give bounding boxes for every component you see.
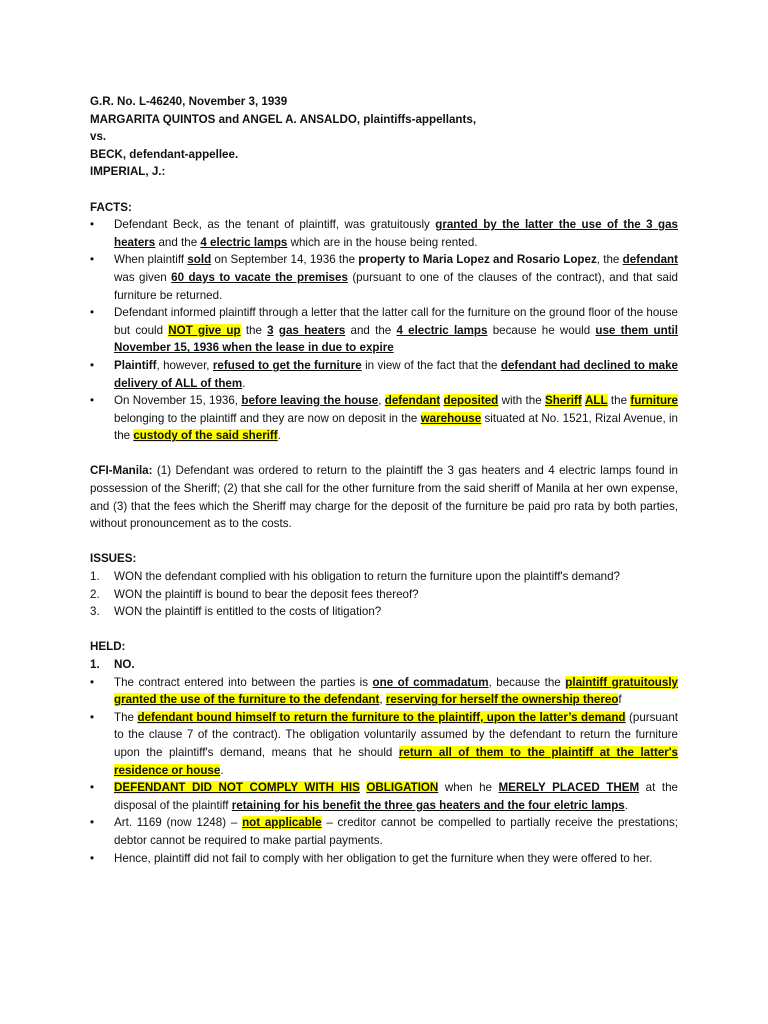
bullet-icon: • bbox=[90, 218, 95, 232]
text-segment: and the bbox=[155, 235, 201, 249]
facts-list bbox=[90, 216, 678, 445]
text-segment: one of commadatum bbox=[372, 675, 489, 689]
bullet-icon: • bbox=[90, 358, 95, 372]
highlighted-text: OBLIGATION bbox=[366, 781, 439, 795]
text-segment: situated at No. 1521, Rizal Avenue, in the bbox=[114, 411, 678, 443]
bullet-icon: • bbox=[90, 710, 95, 724]
text-segment: 60 days to vacate the premises bbox=[171, 270, 348, 284]
bullet-item bbox=[90, 779, 678, 814]
text-segment: The contract entered into between the parties is bbox=[114, 675, 373, 689]
text-segment: , bbox=[379, 693, 386, 707]
text-segment: . bbox=[624, 798, 628, 812]
highlighted-text: plaintiff gratuitously granted the use of the furniture to the defendant bbox=[114, 675, 679, 707]
highlighted-text: Sheriff bbox=[544, 394, 582, 408]
cfi-ruling bbox=[90, 462, 678, 532]
case-number: G.R. No. L-46240, November 3, 1939 bbox=[90, 95, 288, 108]
held-list bbox=[90, 674, 678, 868]
highlighted-text: custody of the said sheriff bbox=[133, 429, 278, 443]
bullet-icon: • bbox=[90, 816, 95, 830]
issue-number: 3. bbox=[90, 605, 100, 619]
text-segment: defendant bbox=[622, 253, 679, 267]
issue-item bbox=[90, 586, 678, 604]
text-segment: (pursuant to the clause 7 of the contract). The obligation voluntarily assumed by the defendant to return the furniture upon the plaintiff's demand, means that he should bbox=[114, 710, 678, 759]
case-ponente: IMPERIAL, J.: bbox=[90, 165, 166, 179]
issue-number: 2. bbox=[90, 587, 100, 601]
bullet-icon: • bbox=[90, 675, 95, 689]
issue-text: WON the plaintiff is bound to bear the deposit fees thereof? bbox=[114, 587, 419, 601]
bullet-icon: • bbox=[90, 851, 95, 865]
bullet-item bbox=[90, 304, 678, 357]
text-segment: , bbox=[378, 394, 385, 408]
bullet-icon: • bbox=[90, 306, 95, 320]
text-segment: – creditor cannot be compelled to partially receive the prestations; debtor cannot be required to make partial payments. bbox=[114, 816, 678, 847]
highlighted-text: defendant bound himself to return the furniture to the plaintiff, upon the latter’s demand bbox=[137, 710, 626, 724]
issue-item bbox=[90, 603, 678, 621]
highlighted-text: NOT give up bbox=[168, 323, 241, 337]
highlighted-text: reserving for herself the ownership thereo bbox=[385, 693, 619, 707]
bullet-item bbox=[90, 216, 678, 251]
text-segment: gas heaters bbox=[278, 323, 346, 337]
text-segment: Hence, plaintiff did not fail to comply with her obligation to get the furniture when they were offered to her. bbox=[114, 851, 653, 865]
text-segment: . bbox=[277, 429, 281, 443]
text-segment: granted by the latter the use of the 3 gas heaters bbox=[114, 218, 678, 249]
held-answer-text: NO. bbox=[114, 658, 135, 671]
bullet-item bbox=[90, 392, 678, 445]
held-heading: HELD: bbox=[90, 640, 126, 654]
text-segment: The bbox=[114, 710, 138, 724]
facts-heading: FACTS: bbox=[90, 200, 132, 214]
text-segment: property to Maria Lopez and Rosario Lopez bbox=[358, 253, 597, 267]
cfi-label: CFI-Manila: bbox=[90, 464, 153, 478]
text-segment: . bbox=[242, 376, 246, 390]
text-segment: the bbox=[240, 323, 268, 337]
bullet-item bbox=[90, 709, 678, 779]
bullet-icon: • bbox=[90, 781, 95, 795]
cfi-text: (1) Defendant was ordered to return to the plaintiff the 3 gas heaters and 4 electric lamps found in possession of the Sheriff; (2) that she call for the other furniture from the said sheriff of Manila at her own expense, and (3) that the fees which the Sheriff may charge for the deposit of the furniture be paid pro rata by both parties, without pronouncement as to the costs. bbox=[90, 464, 678, 531]
text-segment: at the disposal of the plaintiff bbox=[114, 781, 678, 812]
text-segment: f bbox=[618, 693, 622, 707]
text-segment: On November 15, 1936, bbox=[114, 394, 242, 408]
issue-text: WON the plaintiff is entitled to the costs of litigation? bbox=[114, 605, 382, 619]
text-segment: (pursuant to one of the clauses of the contract), and that said furniture be returned. bbox=[114, 270, 678, 302]
bullet-item bbox=[90, 251, 678, 304]
text-segment: , because the bbox=[488, 675, 566, 689]
text-segment: and the bbox=[345, 323, 397, 337]
highlighted-text: ALL bbox=[585, 394, 608, 408]
text-segment: because he would bbox=[487, 323, 596, 337]
bullet-item bbox=[90, 850, 678, 868]
text-segment: which are in the house being rented. bbox=[287, 235, 478, 249]
issues-heading: ISSUES: bbox=[90, 552, 137, 566]
highlighted-text: furniture bbox=[630, 394, 679, 408]
case-parties: MARGARITA QUINTOS and ANGEL A. ANSALDO, plaintiffs-appellants, bbox=[90, 112, 477, 126]
text-segment: 3 bbox=[267, 323, 274, 337]
issue-number: 1. bbox=[90, 570, 100, 584]
highlighted-text: return all of them to the plaintiff at the latter's residence or house bbox=[114, 745, 679, 777]
text-segment: , however, bbox=[156, 358, 213, 372]
highlighted-text: warehouse bbox=[420, 411, 482, 425]
text-segment: before leaving the house bbox=[241, 394, 379, 408]
issue-text: WON the defendant complied with his obligation to return the furniture upon the plaintiff's demand? bbox=[114, 570, 620, 584]
text-segment: Defendant Beck, as the tenant of plaintiff, was gratuitously bbox=[114, 218, 436, 232]
bullet-icon: • bbox=[90, 394, 95, 408]
text-segment: belonging to the plaintiff and they are now on deposit in the bbox=[114, 411, 421, 425]
text-segment: . bbox=[220, 763, 224, 777]
text-segment: 4 electric lamps bbox=[200, 235, 288, 249]
bullet-item bbox=[90, 357, 678, 392]
text-segment: the bbox=[607, 394, 631, 408]
case-defendant: BECK, defendant-appellee. bbox=[90, 147, 239, 161]
highlighted-text: DEFENDANT DID NOT COMPLY WITH HIS bbox=[114, 781, 360, 795]
text-segment: Art. 1169 (now 1248) – bbox=[114, 816, 243, 830]
text-segment: defendant had declined to make delivery of ALL of them bbox=[114, 358, 678, 390]
text-segment: retaining for his benefit the three gas heaters and the four eletric lamps bbox=[231, 798, 625, 812]
highlighted-text: deposited bbox=[443, 394, 499, 408]
highlighted-text: defendant bbox=[384, 394, 441, 408]
highlighted-text: not applicable bbox=[242, 816, 322, 830]
text-segment: , the bbox=[596, 253, 623, 267]
text-segment: refused to get the furniture bbox=[212, 358, 362, 372]
text-segment: 4 electric lamps bbox=[396, 323, 488, 337]
text-segment: in view of the fact that the bbox=[361, 358, 501, 372]
text-segment: When plaintiff bbox=[114, 253, 188, 267]
issue-item bbox=[90, 568, 678, 586]
bullet-item bbox=[90, 674, 678, 709]
issues-list bbox=[90, 568, 678, 621]
case-header bbox=[90, 93, 678, 181]
text-segment: when he bbox=[438, 781, 499, 795]
bullet-item bbox=[90, 814, 678, 849]
text-segment: on September 14, 1936 the bbox=[211, 253, 359, 267]
text-segment: was given bbox=[114, 270, 172, 284]
case-versus: vs. bbox=[90, 130, 107, 144]
text-segment: MERELY PLACED THEM bbox=[498, 781, 640, 795]
held-answer bbox=[90, 656, 678, 674]
case-digest bbox=[90, 93, 678, 867]
text-segment: Defendant informed plaintiff through a letter that the latter call for the furniture on the ground floor of the house but could bbox=[114, 306, 678, 337]
held-answer-number: 1. bbox=[90, 658, 100, 671]
text-segment: with the bbox=[498, 394, 545, 408]
text-segment: sold bbox=[187, 253, 212, 267]
text-segment: Plaintiff bbox=[114, 358, 157, 372]
bullet-icon: • bbox=[90, 253, 95, 267]
text-segment: use them until November 15, 1936 when the lease in due to expire bbox=[114, 323, 679, 355]
